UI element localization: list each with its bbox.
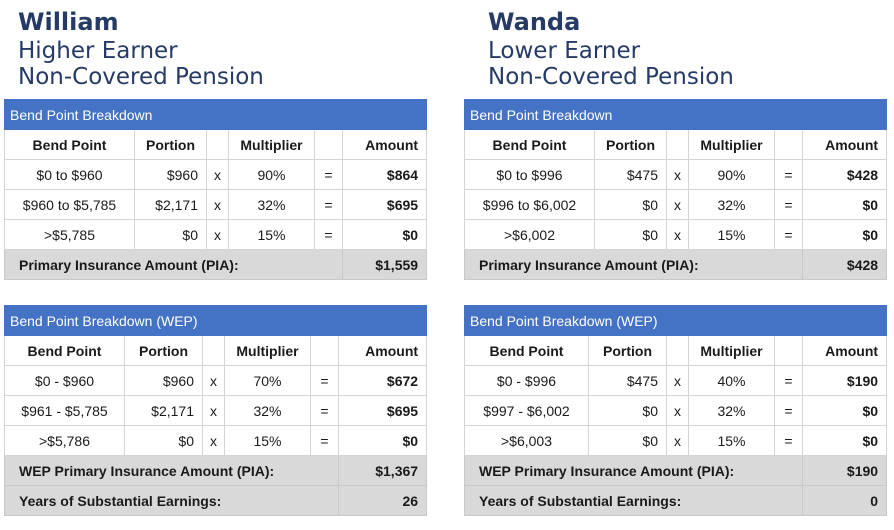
equals-sign: = bbox=[775, 160, 803, 190]
amount-cell: $428 bbox=[803, 160, 887, 190]
header-spacer bbox=[667, 130, 689, 160]
portion-cell: $0 bbox=[589, 426, 667, 456]
bend-point-cell: $0 to $996 bbox=[465, 160, 595, 190]
portion-cell: $0 bbox=[595, 220, 667, 250]
multiplier-cell: 32% bbox=[229, 190, 315, 220]
multiplier-cell: 32% bbox=[689, 396, 775, 426]
table-title: Bend Point Breakdown bbox=[5, 100, 427, 130]
bend-point-table bbox=[464, 99, 887, 280]
wep-pia-label: WEP Primary Insurance Amount (PIA): bbox=[5, 456, 339, 486]
bend-point-cell: >$6,003 bbox=[465, 426, 589, 456]
amount-cell: $0 bbox=[803, 396, 887, 426]
table-header-row bbox=[5, 336, 427, 366]
wep-pia-value: $190 bbox=[803, 456, 887, 486]
bend-point-cell: $0 - $996 bbox=[465, 366, 589, 396]
portion-cell: $475 bbox=[589, 366, 667, 396]
person-pension-type: Non-Covered Pension bbox=[488, 64, 734, 90]
header-bend-point: Bend Point bbox=[465, 130, 595, 160]
header-portion: Portion bbox=[135, 130, 207, 160]
equals-sign: = bbox=[315, 160, 343, 190]
pia-value: $1,559 bbox=[343, 250, 427, 280]
multiplier-cell: 70% bbox=[225, 366, 311, 396]
times-sign: x bbox=[203, 396, 225, 426]
header-spacer bbox=[203, 336, 225, 366]
amount-cell: $0 bbox=[803, 220, 887, 250]
bend-point-cell: $961 - $5,785 bbox=[5, 396, 125, 426]
table-row bbox=[5, 190, 427, 220]
total-row bbox=[465, 250, 887, 280]
multiplier-cell: 32% bbox=[689, 190, 775, 220]
table-row bbox=[5, 160, 427, 190]
years-row bbox=[5, 486, 427, 516]
years-value: 26 bbox=[339, 486, 427, 516]
header-multiplier: Multiplier bbox=[229, 130, 315, 160]
portion-cell: $960 bbox=[135, 160, 207, 190]
bend-point-cell: >$6,002 bbox=[465, 220, 595, 250]
years-row bbox=[465, 486, 887, 516]
portion-cell: $0 bbox=[125, 426, 203, 456]
amount-cell: $0 bbox=[343, 220, 427, 250]
table-row bbox=[5, 220, 427, 250]
header-multiplier: Multiplier bbox=[689, 336, 775, 366]
table-row bbox=[5, 366, 427, 396]
multiplier-cell: 15% bbox=[225, 426, 311, 456]
multiplier-cell: 15% bbox=[229, 220, 315, 250]
pia-label: Primary Insurance Amount (PIA): bbox=[5, 250, 343, 280]
person-name: William bbox=[18, 8, 119, 36]
table-row bbox=[465, 220, 887, 250]
wep-bend-point-table bbox=[464, 305, 887, 516]
times-sign: x bbox=[207, 160, 229, 190]
times-sign: x bbox=[203, 366, 225, 396]
header-amount: Amount bbox=[343, 130, 427, 160]
years-value: 0 bbox=[803, 486, 887, 516]
person-earner-type: Lower Earner bbox=[488, 38, 641, 64]
wep-bend-point-table bbox=[4, 305, 427, 516]
amount-cell: $0 bbox=[803, 426, 887, 456]
multiplier-cell: 32% bbox=[225, 396, 311, 426]
amount-cell: $190 bbox=[803, 366, 887, 396]
portion-cell: $0 bbox=[595, 190, 667, 220]
bend-point-cell: $997 - $6,002 bbox=[465, 396, 589, 426]
multiplier-cell: 90% bbox=[229, 160, 315, 190]
total-row bbox=[5, 250, 427, 280]
equals-sign: = bbox=[775, 220, 803, 250]
table-header-row bbox=[5, 130, 427, 160]
header-amount: Amount bbox=[803, 130, 887, 160]
person-earner-type: Higher Earner bbox=[18, 38, 178, 64]
header-bend-point: Bend Point bbox=[5, 130, 135, 160]
header-spacer bbox=[311, 336, 339, 366]
multiplier-cell: 90% bbox=[689, 160, 775, 190]
table-header-row bbox=[465, 130, 887, 160]
portion-cell: $2,171 bbox=[135, 190, 207, 220]
table-header-row bbox=[465, 336, 887, 366]
amount-cell: $695 bbox=[339, 396, 427, 426]
header-multiplier: Multiplier bbox=[689, 130, 775, 160]
header-bend-point: Bend Point bbox=[5, 336, 125, 366]
table-row bbox=[5, 426, 427, 456]
years-label: Years of Substantial Earnings: bbox=[5, 486, 339, 516]
header-amount: Amount bbox=[339, 336, 427, 366]
multiplier-cell: 15% bbox=[689, 220, 775, 250]
header-spacer bbox=[775, 336, 803, 366]
amount-cell: $0 bbox=[339, 426, 427, 456]
table-row bbox=[465, 366, 887, 396]
table-title: Bend Point Breakdown (WEP) bbox=[465, 306, 887, 336]
bend-point-cell: >$5,785 bbox=[5, 220, 135, 250]
table-row bbox=[465, 426, 887, 456]
equals-sign: = bbox=[315, 220, 343, 250]
portion-cell: $960 bbox=[125, 366, 203, 396]
times-sign: x bbox=[667, 396, 689, 426]
bend-point-table bbox=[4, 99, 427, 280]
table-title: Bend Point Breakdown (WEP) bbox=[5, 306, 427, 336]
equals-sign: = bbox=[311, 426, 339, 456]
header-multiplier: Multiplier bbox=[225, 336, 311, 366]
person-name: Wanda bbox=[488, 8, 581, 36]
times-sign: x bbox=[207, 190, 229, 220]
bend-point-cell: $0 to $960 bbox=[5, 160, 135, 190]
times-sign: x bbox=[207, 220, 229, 250]
header-portion: Portion bbox=[125, 336, 203, 366]
bend-point-cell: $0 - $960 bbox=[5, 366, 125, 396]
table-row bbox=[5, 396, 427, 426]
table-row bbox=[465, 396, 887, 426]
bend-point-cell: $996 to $6,002 bbox=[465, 190, 595, 220]
equals-sign: = bbox=[315, 190, 343, 220]
portion-cell: $0 bbox=[135, 220, 207, 250]
total-row bbox=[465, 456, 887, 486]
table-row bbox=[465, 190, 887, 220]
person-pension-type: Non-Covered Pension bbox=[18, 64, 264, 90]
times-sign: x bbox=[203, 426, 225, 456]
header-portion: Portion bbox=[595, 130, 667, 160]
total-row bbox=[5, 456, 427, 486]
pia-value: $428 bbox=[803, 250, 887, 280]
header-amount: Amount bbox=[803, 336, 887, 366]
table-title: Bend Point Breakdown bbox=[465, 100, 887, 130]
pia-label: Primary Insurance Amount (PIA): bbox=[465, 250, 803, 280]
table-row bbox=[465, 160, 887, 190]
bend-point-cell: >$5,786 bbox=[5, 426, 125, 456]
portion-cell: $0 bbox=[589, 396, 667, 426]
header-spacer bbox=[315, 130, 343, 160]
equals-sign: = bbox=[775, 190, 803, 220]
equals-sign: = bbox=[311, 366, 339, 396]
amount-cell: $0 bbox=[803, 190, 887, 220]
times-sign: x bbox=[667, 220, 689, 250]
years-label: Years of Substantial Earnings: bbox=[465, 486, 803, 516]
times-sign: x bbox=[667, 160, 689, 190]
amount-cell: $672 bbox=[339, 366, 427, 396]
times-sign: x bbox=[667, 190, 689, 220]
header-spacer bbox=[775, 130, 803, 160]
portion-cell: $475 bbox=[595, 160, 667, 190]
times-sign: x bbox=[667, 426, 689, 456]
header-portion: Portion bbox=[589, 336, 667, 366]
wep-pia-value: $1,367 bbox=[339, 456, 427, 486]
wep-pia-label: WEP Primary Insurance Amount (PIA): bbox=[465, 456, 803, 486]
amount-cell: $864 bbox=[343, 160, 427, 190]
equals-sign: = bbox=[775, 396, 803, 426]
portion-cell: $2,171 bbox=[125, 396, 203, 426]
equals-sign: = bbox=[775, 426, 803, 456]
header-bend-point: Bend Point bbox=[465, 336, 589, 366]
amount-cell: $695 bbox=[343, 190, 427, 220]
header-spacer bbox=[667, 336, 689, 366]
multiplier-cell: 40% bbox=[689, 366, 775, 396]
times-sign: x bbox=[667, 366, 689, 396]
header-spacer bbox=[207, 130, 229, 160]
equals-sign: = bbox=[775, 366, 803, 396]
bend-point-cell: $960 to $5,785 bbox=[5, 190, 135, 220]
multiplier-cell: 15% bbox=[689, 426, 775, 456]
equals-sign: = bbox=[311, 396, 339, 426]
